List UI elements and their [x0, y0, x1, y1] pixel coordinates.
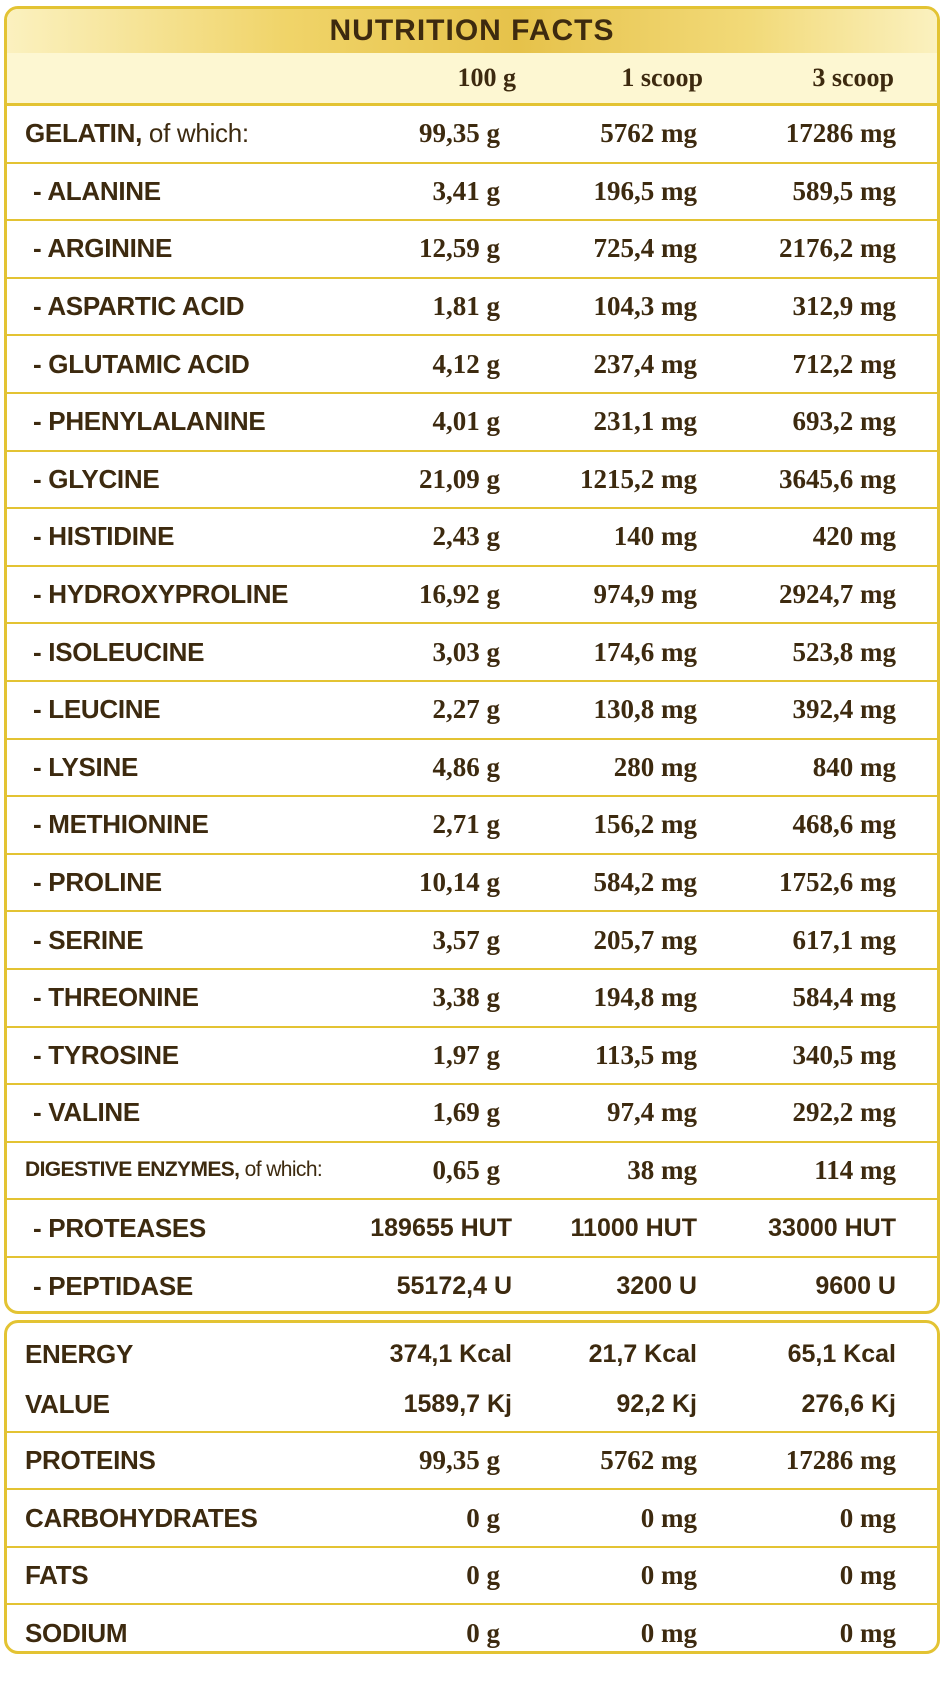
energy-kj-1-scoop: 92,2 Kj — [616, 1390, 697, 1418]
nutrient-label: - LYSINE — [33, 751, 139, 782]
value-3-scoop: 2176,2 mg — [779, 233, 896, 264]
nutrient-name — [7, 1097, 352, 1128]
value-3-scoop: 693,2 mg — [792, 406, 896, 437]
value-1-scoop: 280 mg — [613, 751, 697, 782]
value-100g: 0,65 g — [432, 1154, 500, 1185]
value-3-scoop: 0 mg — [839, 1559, 896, 1590]
nutrient-label: SODIUM — [25, 1618, 128, 1649]
value-100g: 4,12 g — [432, 348, 500, 379]
value-100g: 99,35 g — [419, 1445, 500, 1476]
value-100g: 21,09 g — [419, 463, 500, 494]
energy-kj-100g: 1589,7 Kj — [403, 1390, 512, 1418]
value-3-scoop: 9600 U — [815, 1272, 896, 1301]
nutrient-name — [7, 118, 352, 149]
nutrient-label: - PHENYLALANINE — [33, 406, 266, 437]
value-3-scoop: 0 mg — [839, 1502, 896, 1533]
table-row — [7, 912, 937, 970]
table-row — [7, 509, 937, 567]
nutrient-label: - THREONINE — [33, 982, 199, 1013]
nutrient-label: - VALINE — [33, 1097, 140, 1128]
value-1-scoop: 3200 U — [616, 1272, 697, 1301]
nutrient-label: - LEUCINE — [33, 694, 161, 725]
value-100g: 2,27 g — [432, 694, 500, 725]
nutrient-name — [7, 694, 352, 725]
value-100g: 0 g — [466, 1618, 500, 1649]
value-1-scoop: 1215,2 mg — [580, 463, 697, 494]
table-row — [7, 106, 937, 164]
value-1-scoop: 156,2 mg — [593, 809, 697, 840]
value-3-scoop: 2924,7 mg — [779, 579, 896, 610]
value-1-scoop: 140 mg — [613, 521, 697, 552]
value-100g: 1,69 g — [432, 1097, 500, 1128]
nutrient-label: - SERINE — [33, 924, 144, 955]
column-header-3-scoop: 3 scoop — [812, 63, 894, 92]
table-row — [7, 279, 937, 337]
value-3-scoop: 468,6 mg — [792, 809, 896, 840]
table-row — [7, 1605, 937, 1654]
nutrition-facts-panel — [4, 6, 940, 1314]
nutrient-label: - HISTIDINE — [33, 521, 175, 552]
table-row — [7, 1433, 937, 1490]
value-3-scoop: 17286 mg — [785, 118, 896, 149]
nutrient-name — [7, 1560, 352, 1591]
nutrient-label: - GLUTAMIC ACID — [33, 348, 250, 379]
table-row — [7, 1490, 937, 1547]
value-3-scoop: 1752,6 mg — [779, 867, 896, 898]
table-row — [7, 855, 937, 913]
table-row — [7, 624, 937, 682]
value-1-scoop: 11000 HUT — [570, 1213, 697, 1242]
table-row — [7, 970, 937, 1028]
value-3-scoop: 617,1 mg — [792, 924, 896, 955]
value-1-scoop: 113,5 mg — [594, 1039, 697, 1070]
value-1-scoop: 237,4 mg — [593, 348, 697, 379]
value-1-scoop: 725,4 mg — [593, 233, 697, 264]
nutrient-name — [7, 1158, 352, 1182]
value-3-scoop: 114 mg — [814, 1154, 896, 1185]
nutrient-name — [7, 406, 352, 437]
value-100g: 55172,4 U — [396, 1272, 512, 1301]
value-1-scoop: 38 mg — [627, 1154, 697, 1185]
value-3-scoop: 3645,6 mg — [779, 463, 896, 494]
value-100g: 1,81 g — [432, 291, 500, 322]
nutrient-label: - ASPARTIC ACID — [33, 291, 245, 322]
value-1-scoop: 0 mg — [640, 1502, 697, 1533]
value-100g: 1,97 g — [432, 1039, 500, 1070]
value-1-scoop: 97,4 mg — [607, 1097, 697, 1128]
value-3-scoop: 17286 mg — [785, 1445, 896, 1476]
nutrient-label: - TYROSINE — [33, 1039, 179, 1070]
value-100g: 2,71 g — [432, 809, 500, 840]
value-100g: 3,57 g — [432, 924, 500, 955]
value-label: VALUE — [25, 1389, 110, 1419]
nutrient-name — [7, 637, 352, 668]
nutrient-label: FATS — [25, 1559, 89, 1590]
nutrient-label: - METHIONINE — [33, 809, 209, 840]
value-1-scoop: 5762 mg — [600, 118, 697, 149]
nutrient-name — [7, 752, 352, 783]
energy-label: ENERGY — [25, 1339, 134, 1369]
table-row — [7, 1200, 937, 1258]
nutrient-label: - GLYCINE — [33, 463, 160, 494]
value-1-scoop: 205,7 mg — [593, 924, 697, 955]
table-row — [7, 567, 937, 625]
nutrient-name — [7, 1271, 352, 1302]
table-row — [7, 1548, 937, 1605]
energy-panel — [4, 1320, 940, 1654]
nutrient-label: GELATIN, — [25, 118, 142, 149]
value-100g: 4,01 g — [432, 406, 500, 437]
value-1-scoop: 194,8 mg — [593, 982, 697, 1013]
energy-kcal-1-scoop: 21,7 Kcal — [588, 1340, 697, 1368]
nutrient-label: - HYDROXYPROLINE — [33, 579, 289, 610]
nutrient-name — [7, 1040, 352, 1071]
column-header-row — [7, 53, 937, 106]
value-100g: 4,86 g — [432, 751, 500, 782]
nutrient-label: PROTEINS — [25, 1445, 156, 1476]
value-1-scoop: 0 mg — [640, 1559, 697, 1590]
nutrient-label: - ARGININE — [33, 233, 173, 264]
value-100g: 3,41 g — [432, 175, 500, 206]
value-3-scoop: 840 mg — [812, 751, 896, 782]
value-1-scoop: 231,1 mg — [593, 406, 697, 437]
value-3-scoop: 712,2 mg — [792, 348, 896, 379]
table-row — [7, 682, 937, 740]
nutrient-label: - ALANINE — [33, 175, 161, 206]
value-1-scoop: 974,9 mg — [593, 579, 697, 610]
table-row — [7, 1258, 937, 1314]
value-1-scoop: 130,8 mg — [593, 694, 697, 725]
nutrient-name — [7, 925, 352, 956]
value-3-scoop: 589,5 mg — [792, 175, 896, 206]
table-row — [7, 797, 937, 855]
value-100g: 0 g — [466, 1559, 500, 1590]
table-row — [7, 394, 937, 452]
value-3-scoop: 292,2 mg — [792, 1097, 896, 1128]
table-row — [7, 336, 937, 394]
value-100g: 3,38 g — [432, 982, 500, 1013]
nutrient-name — [7, 176, 352, 207]
value-100g: 189655 HUT — [370, 1213, 512, 1242]
value-100g: 12,59 g — [419, 233, 500, 264]
nutrient-name — [7, 521, 352, 552]
nutrient-name — [7, 464, 352, 495]
value-3-scoop: 340,5 mg — [792, 1039, 896, 1070]
nutrient-label: - PEPTIDASE — [33, 1271, 193, 1302]
value-3-scoop: 33000 HUT — [768, 1213, 896, 1242]
energy-value-block — [7, 1323, 937, 1433]
value-100g: 0 g — [466, 1502, 500, 1533]
value-1-scoop: 104,3 mg — [593, 291, 697, 322]
value-3-scoop: 523,8 mg — [792, 636, 896, 667]
table-row — [7, 1143, 937, 1201]
value-3-scoop: 0 mg — [839, 1618, 896, 1649]
value-100g: 16,92 g — [419, 579, 500, 610]
table-row — [7, 1028, 937, 1086]
nutrient-name — [7, 349, 352, 380]
value-1-scoop: 174,6 mg — [593, 636, 697, 667]
value-1-scoop: 584,2 mg — [593, 867, 697, 898]
column-header-100g: 100 g — [457, 63, 516, 92]
main-rows — [7, 106, 937, 1314]
table-row — [7, 1085, 937, 1143]
nutrient-label: DIGESTIVE ENZYMES, — [25, 1158, 240, 1182]
value-100g: 3,03 g — [432, 636, 500, 667]
nutrient-label-suffix: of which: — [142, 118, 249, 149]
nutrient-name — [7, 867, 352, 898]
value-1-scoop: 5762 mg — [600, 1445, 697, 1476]
value-100g: 10,14 g — [419, 867, 500, 898]
nutrient-label: CARBOHYDRATES — [25, 1502, 258, 1533]
energy-kcal-100g: 374,1 Kcal — [389, 1340, 512, 1368]
nutrient-label: - PROLINE — [33, 867, 162, 898]
column-header-1-scoop: 1 scoop — [621, 63, 703, 92]
nutrient-name — [7, 291, 352, 322]
nutrient-name — [7, 1445, 352, 1476]
value-100g: 2,43 g — [432, 521, 500, 552]
value-1-scoop: 196,5 mg — [593, 175, 697, 206]
table-row — [7, 452, 937, 510]
nutrient-name — [7, 1213, 352, 1244]
nutrient-label-suffix: of which: — [239, 1158, 323, 1182]
energy-kcal-3-scoop: 65,1 Kcal — [787, 1340, 896, 1368]
energy-kj-row — [7, 1378, 937, 1431]
nutrient-label: - ISOLEUCINE — [33, 636, 205, 667]
nutrient-name — [7, 579, 352, 610]
macro-rows — [7, 1433, 937, 1654]
value-3-scoop: 584,4 mg — [792, 982, 896, 1013]
value-3-scoop: 392,4 mg — [792, 694, 896, 725]
table-row — [7, 164, 937, 222]
energy-kcal-row — [7, 1323, 937, 1378]
table-row — [7, 221, 937, 279]
nutrient-label: - PROTEASES — [33, 1212, 206, 1243]
energy-kj-3-scoop: 276,6 Kj — [801, 1390, 896, 1418]
nutrient-name — [7, 1503, 352, 1534]
value-3-scoop: 312,9 mg — [792, 291, 896, 322]
nutrient-name — [7, 233, 352, 264]
nutrient-name — [7, 982, 352, 1013]
value-1-scoop: 0 mg — [640, 1618, 697, 1649]
table-title: NUTRITION FACTS — [7, 9, 937, 53]
table-row — [7, 740, 937, 798]
nutrient-name — [7, 1618, 352, 1649]
value-100g: 99,35 g — [419, 118, 500, 149]
nutrient-name — [7, 809, 352, 840]
value-3-scoop: 420 mg — [812, 521, 896, 552]
